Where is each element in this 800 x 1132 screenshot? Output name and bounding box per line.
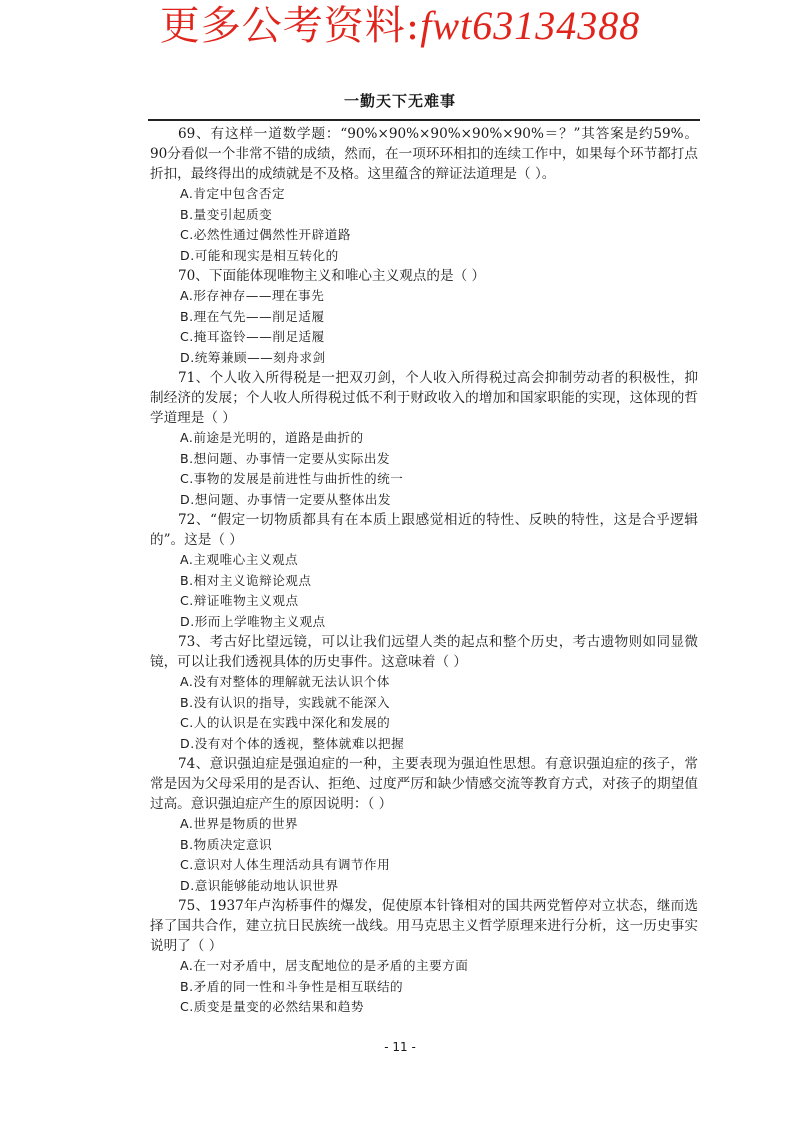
header-divider xyxy=(148,119,700,121)
question-stem: 73、考古好比望远镜，可以让我们远望人类的起点和整个历史，考古遗物则如同显微镜，可以让我们透视具体的历史事件。这意味着（ ） xyxy=(150,634,698,670)
option-c: C.掩耳盗铃——削足适履 xyxy=(180,329,325,344)
option-d: D.形而上学唯物主义观点 xyxy=(180,613,326,629)
option-a: A.主观唯心主义观点 xyxy=(180,552,299,567)
option-a: A.世界是物质的世界 xyxy=(180,816,299,831)
option-b: B.物质决定意识 xyxy=(180,836,273,852)
question-71 xyxy=(150,368,698,510)
watermark-prefix: 更多公考资料: xyxy=(159,3,421,49)
question-stem: 70、下面能体现唯物主义和唯心主义观点的是（ ） xyxy=(178,268,486,284)
option-c: C.意识对人体生理活动具有调节作用 xyxy=(180,857,391,872)
question-75 xyxy=(150,896,698,1018)
option-c: C.事物的发展是前进性与曲折性的统一 xyxy=(180,471,404,486)
question-70 xyxy=(150,266,698,368)
option-d: D.可能和现实是相互转化的 xyxy=(180,247,339,263)
question-list xyxy=(150,124,698,1018)
option-d: D.想问题、办事情一定要从整体出发 xyxy=(180,491,392,507)
option-c: C.辩证唯物主义观点 xyxy=(180,593,299,608)
option-d: D.没有对个体的透视，整体就难以把握 xyxy=(180,735,405,751)
option-b: B.相对主义诡辩论观点 xyxy=(180,572,312,588)
question-69 xyxy=(150,124,698,266)
question-stem: 74、意识强迫症是强迫症的一种，主要表现为强迫性思想。有意识强迫症的孩子，常常是因为父母采用的是否认、拒绝、过度严厉和缺少情感交流等教育方式，对孩子的期望值过高。意识强迫症产生的原因说明：（ ） xyxy=(150,756,698,812)
option-a: A.在一对矛盾中，居支配地位的是矛盾的主要方面 xyxy=(180,958,469,973)
question-74 xyxy=(150,754,698,896)
page-number: - 11 - xyxy=(384,1040,416,1054)
question-73 xyxy=(150,632,698,754)
option-b: B.量变引起质变 xyxy=(180,206,273,222)
option-a: A.没有对整体的理解就无法认识个体 xyxy=(180,674,390,689)
option-a: A.肯定中包含否定 xyxy=(180,186,286,201)
option-a: A.形存神存——理在事先 xyxy=(180,288,325,303)
option-b: B.没有认识的指导，实践就不能深入 xyxy=(180,694,391,710)
page-header-title: 一勤天下无难事 xyxy=(343,92,456,110)
option-d: D.统筹兼顾——刻舟求剑 xyxy=(180,349,326,365)
option-c: C.人的认识是在实践中深化和发展的 xyxy=(180,715,391,730)
option-a: A.前途是光明的，道路是曲折的 xyxy=(180,430,364,445)
option-b: B.想问题、办事情一定要从实际出发 xyxy=(180,450,391,466)
option-b: B.理在气先——削足适履 xyxy=(180,308,325,324)
option-b: B.矛盾的同一性和斗争性是相互联结的 xyxy=(180,978,404,994)
question-stem: 69、有这样一道数学题：“90%×90%×90%×90%×90%＝？”其答案是约59%。90分看似一个非常不错的成绩，然而，在一项环环相扣的连续工作中，如果每个环节都打点折扣，最终得出的成绩就是不及格。这里蕴含的辩证法道理是（ ）。 xyxy=(150,126,698,182)
option-d: D.意识能够能动地认识世界 xyxy=(180,877,339,893)
watermark-banner xyxy=(0,2,800,50)
question-72 xyxy=(150,510,698,632)
question-stem: 75、1937年卢沟桥事件的爆发，促使原本针锋相对的国共两党暂停对立状态，继而选择了国共合作，建立抗日民族统一战线。用马克思主义哲学原理来进行分析，这一历史事实说明了（ ） xyxy=(150,898,698,954)
watermark-url: fwt63134388 xyxy=(420,3,641,48)
question-stem: 71、个人收入所得税是一把双刃剑，个人收入所得税过高会抑制劳动者的积极性，抑制经济的发展；个人收人所得税过低不利于财政收入的增加和国家职能的实现，这体现的哲学道理是（ ） xyxy=(150,370,698,426)
option-c: C.质变是量变的必然结果和趋势 xyxy=(180,999,365,1014)
question-stem: 72、“假定一切物质都具有在本质上跟感觉相近的特性、反映的特性，这是合乎逻辑的”。这是（ ） xyxy=(150,512,698,548)
option-c: C.必然性通过偶然性开辟道路 xyxy=(180,227,351,242)
